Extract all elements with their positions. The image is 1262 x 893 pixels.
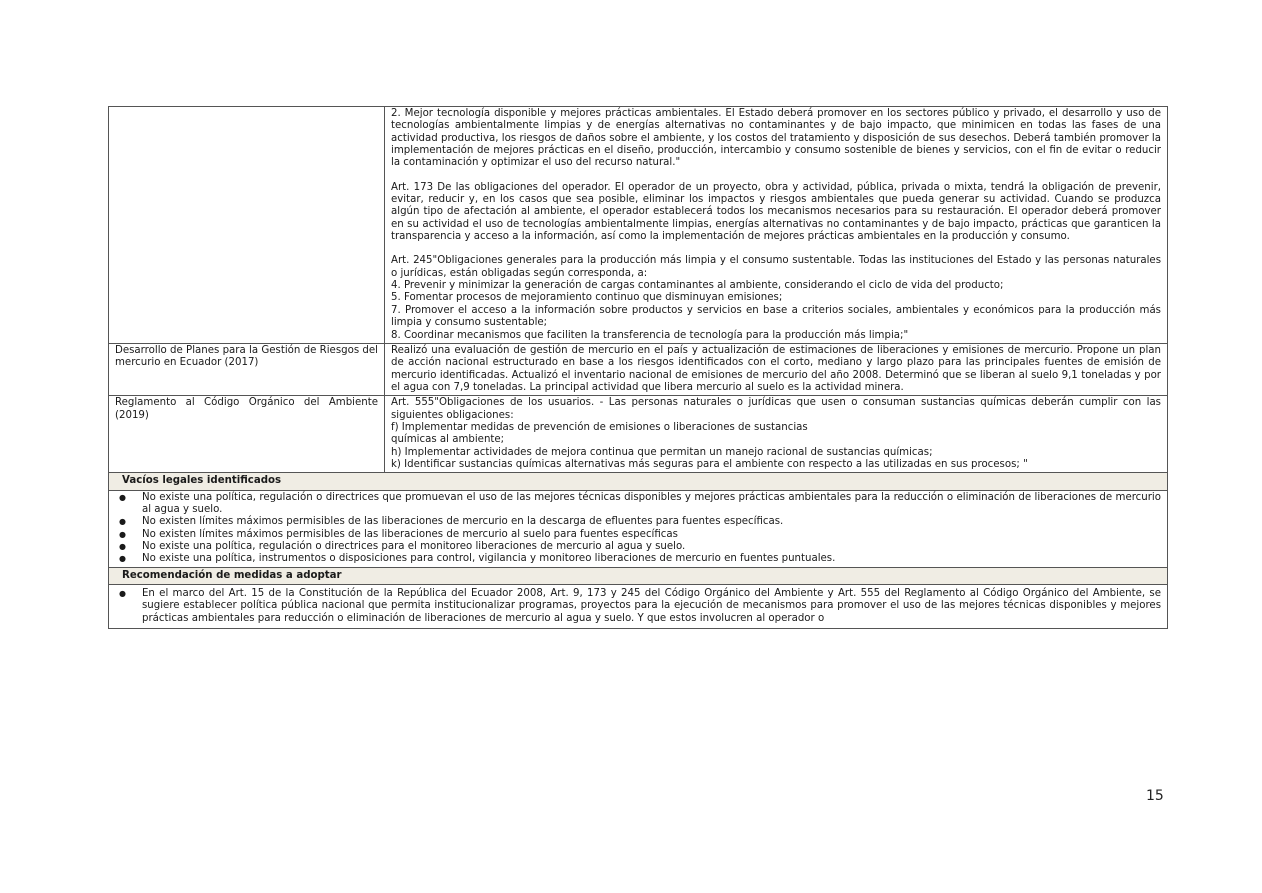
row-content-reglamento [385,396,1168,473]
page-number: 15 [1146,788,1164,804]
recomendacion-list-cell [109,585,1168,629]
art-245-item-7: 7. Promover el acceso a la información sobre productos y servicios en base a criterios sociales, ambientales y económicos para la producción más limpia y consumo sustentable; [391,304,1161,329]
art-555-intro: Art. 555"Obligaciones de los usuarios. - Las personas naturales o jurídicas que usen o consuman sustancias químicas deberán cumplir con las siguientes obligaciones: [391,397,1161,421]
list-item: ● No existe una política, regulación o directrices para el monitoreo liberaciones de mercurio al agua y suelo. [115,541,1161,553]
table-row [109,396,1168,473]
section-header-row [109,567,1168,584]
row-content-planes-gestion: Realizó una evaluación de gestión de mercurio en el país y actualización de estimaciones de liberaciones y emisiones de mercurio. Propone un plan de acción nacional estructurado en base a los riesgos identificados con el corto, mediano y largo plazo para las principales fuentes de emisión de mercurio identificadas. Actualizó el inventario nacional de emisiones de mercurio del año 2008. Determinó que se liberan al suelo 9,1 toneladas y por el agua con 7,9 toneladas. La principal actividad que libera mercurio al suelo es la actividad minera. [385,343,1168,395]
row-label-empty [109,107,385,344]
art-555-item-f-cont: químicas al ambiente; [391,434,505,446]
list-item: ● No existen límites máximos permisibles de las liberaciones de mercurio en la descarga de efluentes para fuentes específicas. [115,516,1161,528]
art-245-item-5: 5. Fomentar procesos de mejoramiento continuo que disminuyan emisiones; [391,292,783,304]
table-row [109,343,1168,395]
art-555-item-f: f) Implementar medidas de prevención de emisiones o liberaciones de sustancias [391,421,808,433]
vacios-list-cell [109,490,1168,567]
art-245-intro: Art. 245"Obligaciones generales para la producción más limpia y el consumo sustentable. Todas las instituciones del Estado y las personas naturales o jurídicas, están obligadas según corresponda, a: [391,255,1161,279]
art-555-item-h: h) Implementar actividades de mejora continua que permitan un manejo racional de sustancias químicas; [391,446,933,458]
list-item: ● En el marco del Art. 15 de la Constitución de la República del Ecuador 2008, Art. 9, 173 y 245 del Código Orgánico del Ambiente y Art. 555 del Reglamento al Código Orgánico del Ambiente, se sugiere establecer política pública nacional que permita institucionalizar programas, proyectos para la ejecución de mecanismos para promover el uso de las mejores técnicas disponibles y mejores prácticas ambientales para reducción o eliminación de liberaciones de mercurio al agua y suelo. Y que estos involucren al operador o [115,588,1161,625]
row-label-planes-gestion: Desarrollo de Planes para la Gestión de Riesgos del mercurio en Ecuador (2017) [109,343,385,395]
vacios-list [115,492,1161,566]
paragraph-art-173: Art. 173 De las obligaciones del operador. El operador de un proyecto, obra y actividad, pública, privada o mixta, tendrá la obligación de prevenir, evitar, reducir y, en los casos que sea posible, eliminar los impactos y riesgos ambientales que pueda generar su actividad. Cuando se produzca algún tipo de afectación al ambiente, el operador establecerá todos los mecanismos necesarios para su restauración. El operador deberá promover en su actividad el uso de tecnologías ambientalmente limpias, energías alternativas no contaminantes y de bajo impacto, prácticas que garanticen la transparencia y acceso a la información, así como la implementación de mejores prácticas ambientales en la producción y consumo. [391,181,1161,243]
table-row [109,490,1168,567]
legal-framework-table [108,106,1168,629]
art-245-item-8: 8. Coordinar mecanismos que faciliten la transferencia de tecnología para la producción más limpia;" [391,329,909,341]
list-item: ● No existe una política, regulación o directrices que promuevan el uso de las mejores técnicas disponibles y mejores prácticas ambientales para la reducción o eliminación de liberaciones de mercurio al agua y suelo. [115,492,1161,517]
row-label-reglamento: Reglamento al Código Orgánico del Ambiente (2019) [109,396,385,473]
paragraph-mejor-tecnologia: 2. Mejor tecnología disponible y mejores prácticas ambientales. El Estado deberá promover en los sectores público y privado, el desarrollo y uso de tecnologías ambientalmente limpias y de energías alternativas no contaminantes y de bajo impacto, que minimicen en todas las fases de una actividad productiva, los riesgos de daños sobre el ambiente, y los costos del tratamiento y disposición de sus desechos. Deberá también promover la implementación de mejores prácticas en el diseño, producción, intercambio y consumo sostenible de bienes y servicios, con el fin de evitar o reducir la contaminación y optimizar el uso del recurso natural." [391,108,1161,169]
recomendacion-list [115,588,1161,625]
section-header-row [109,473,1168,490]
section-heading-vacios: Vacíos legales identificados [109,473,1168,490]
art-245-item-4: 4. Prevenir y minimizar la generación de cargas contaminantes al ambiente, considerando el ciclo de vida del producto; [391,280,1004,292]
art-555-item-k: k) Identificar sustancias químicas alternativas más seguras para el ambiente con respecto a las utilizadas en sus procesos; " [391,458,1028,470]
table-row [109,107,1168,344]
list-item: ● No existen límites máximos permisibles de las liberaciones de mercurio al suelo para fuentes específicas [115,529,1161,541]
section-heading-recomendacion: Recomendación de medidas a adoptar [109,567,1168,584]
table-row [109,585,1168,629]
row-content-articles [385,107,1168,344]
list-item: ● No existe una política, instrumentos o disposiciones para control, vigilancia y monitoreo liberaciones de mercurio en fuentes puntuales. [115,553,1161,565]
